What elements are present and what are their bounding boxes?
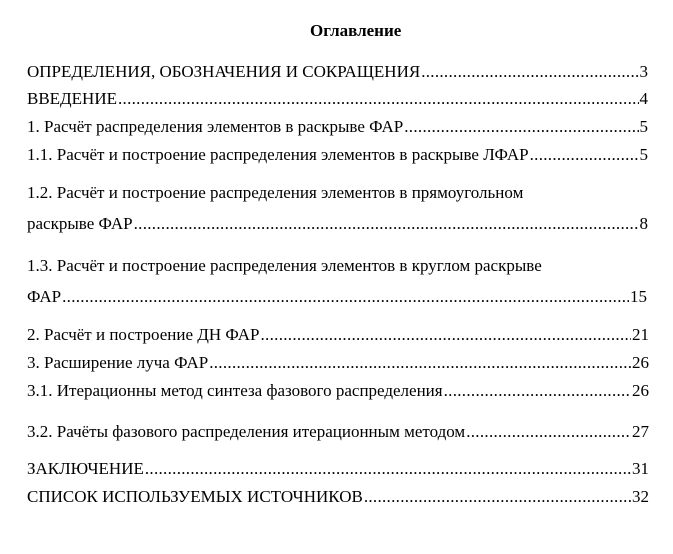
toc-entry-first-line[interactable]: 1.3. Расчёт и построение распределения элементов в круглом раскрыве — [27, 256, 542, 275]
toc-entry-page: 15 — [630, 287, 647, 306]
toc-entry[interactable] — [27, 324, 649, 346]
toc-entry-page: 27 — [632, 422, 649, 441]
toc-entry[interactable] — [27, 352, 649, 374]
dot-leader — [261, 324, 632, 346]
toc-entry[interactable] — [27, 88, 648, 110]
toc-entry-text: 2. Расчёт и построение ДН ФАР — [27, 325, 260, 344]
toc-entry-first-line[interactable]: 1.2. Расчёт и построение распределения элементов в прямоугольном — [27, 183, 524, 202]
dot-leader — [466, 421, 631, 443]
toc-entry-text: ФАР — [27, 287, 62, 306]
toc-entry-text: 1. Расчёт распределения элементов в раскрыве ФАР — [27, 117, 404, 136]
dot-leader — [404, 116, 638, 138]
toc-entry[interactable] — [27, 144, 648, 166]
toc-entry[interactable] — [27, 380, 649, 402]
toc-entry-text: 3.1. Итерационны метод синтеза фазового распределения — [27, 381, 443, 400]
toc-entry-page: 26 — [632, 353, 649, 372]
toc-entry-page: 21 — [632, 325, 649, 344]
toc-entry[interactable] — [27, 61, 648, 83]
toc-entry-page: 32 — [632, 487, 649, 506]
toc-entry[interactable] — [27, 458, 649, 480]
toc-entry-page: 4 — [639, 89, 648, 108]
toc-title: Оглавление — [310, 21, 402, 40]
toc-entry[interactable] — [27, 486, 649, 508]
toc-entry-page: 31 — [632, 459, 649, 478]
toc-entry-text: ВВЕДЕНИЕ — [27, 89, 117, 108]
toc-entry-page: 3 — [639, 62, 648, 81]
toc-entry-text: 1.1. Расчёт и построение распределения элементов в раскрыве ЛФАР — [27, 145, 529, 164]
dot-leader — [530, 144, 639, 166]
dot-leader — [134, 213, 639, 235]
toc-entry[interactable] — [27, 421, 649, 443]
toc-entry-text: раскрыве ФАР — [27, 214, 133, 233]
toc-entry-text: 3. Расширение луча ФАР — [27, 353, 209, 372]
toc-entry[interactable] — [27, 286, 647, 308]
toc-entry-page: 5 — [639, 145, 648, 164]
dot-leader — [209, 352, 631, 374]
dot-leader — [118, 88, 639, 110]
toc-entry-text: ОПРЕДЕЛЕНИЯ, ОБОЗНАЧЕНИЯ И СОКРАЩЕНИЯ — [27, 62, 421, 81]
toc-entry-page: 8 — [639, 214, 648, 233]
dot-leader — [444, 380, 631, 402]
toc-entry[interactable] — [27, 116, 648, 138]
toc-entry-page: 5 — [639, 117, 648, 136]
dot-leader — [364, 486, 631, 508]
dot-leader — [421, 61, 638, 83]
toc-entry[interactable] — [27, 213, 648, 235]
toc-entry-text: ЗАКЛЮЧЕНИЕ — [27, 459, 144, 478]
toc-entry-page: 26 — [632, 381, 649, 400]
toc-entry-text: 3.2. Рачёты фазового распределения итерационным методом — [27, 422, 466, 441]
toc-entry-text: СПИСОК ИСПОЛЬЗУЕМЫХ ИСТОЧНИКОВ — [27, 487, 363, 506]
dot-leader — [62, 286, 629, 308]
dot-leader — [145, 458, 631, 480]
